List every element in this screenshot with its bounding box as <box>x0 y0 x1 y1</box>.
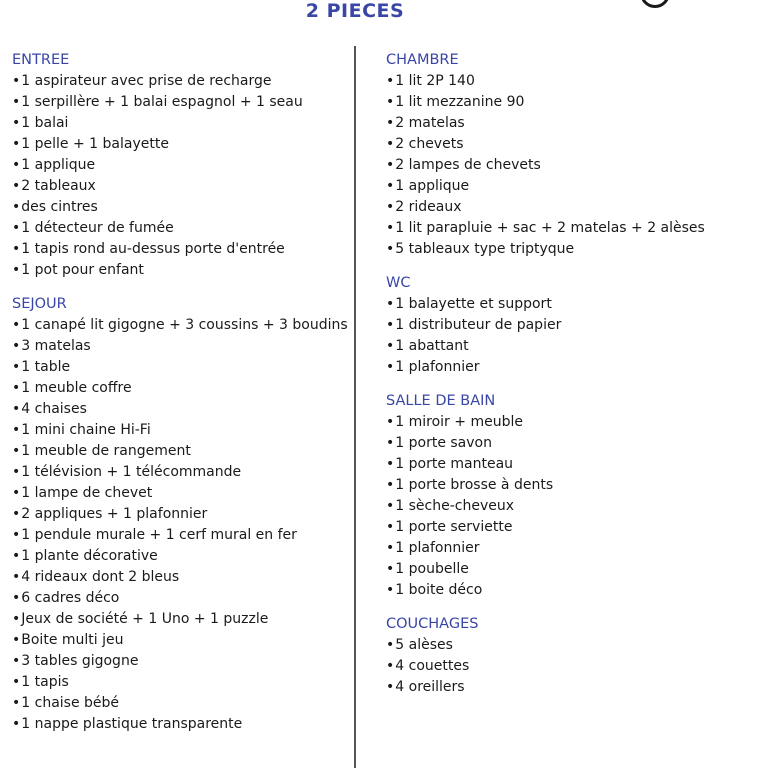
list-item: • 1 lit mezzanine 90 <box>386 92 756 113</box>
list-item: • 2 tableaux <box>12 176 348 197</box>
list-item: • 1 pot pour enfant <box>12 260 348 281</box>
list-item: • 1 nappe plastique transparente <box>12 714 348 735</box>
list-item: • 1 canapé lit gigogne + 3 coussins + 3 boudins <box>12 315 348 336</box>
section-title: ENTREE <box>12 52 70 68</box>
list-item: • Boite multi jeu <box>12 630 348 651</box>
list-item: • 1 porte serviette <box>386 517 756 538</box>
list-item: • 1 lampe de chevet <box>12 483 348 504</box>
right-column <box>386 50 756 711</box>
list-item: • 1 meuble de rangement <box>12 441 348 462</box>
list-item: • 1 lit parapluie + sac + 2 matelas + 2 alèses <box>386 218 756 239</box>
list-item: • 1 poubelle <box>386 559 756 580</box>
list-item: • 2 matelas <box>386 113 756 134</box>
section-salle-de-bain <box>386 391 756 601</box>
list-item: • 1 balayette et support <box>386 294 756 315</box>
list-item: • 2 chevets <box>386 134 756 155</box>
list-item: • 1 tapis rond au-dessus porte d'entrée <box>12 239 348 260</box>
list-item: • 1 tapis <box>12 672 348 693</box>
list-item: • 6 cadres déco <box>12 588 348 609</box>
section-wc <box>386 273 756 378</box>
list-item: • 1 télévision + 1 télécommande <box>12 462 348 483</box>
list-item: • 2 lampes de chevets <box>386 155 756 176</box>
list-item: • 3 tables gigogne <box>12 651 348 672</box>
list-item: • 1 boite déco <box>386 580 756 601</box>
list-item: • 1 abattant <box>386 336 756 357</box>
list-item: • 1 chaise bébé <box>12 693 348 714</box>
list-item: • 1 mini chaine Hi-Fi <box>12 420 348 441</box>
list-item: • 1 miroir + meuble <box>386 412 756 433</box>
list-item: • 1 porte brosse à dents <box>386 475 756 496</box>
column-divider <box>354 46 356 768</box>
section-sejour <box>12 294 348 735</box>
list-item: • 1 porte savon <box>386 433 756 454</box>
page-title: 2 PIECES <box>305 0 405 22</box>
list-item: • 5 alèses <box>386 635 756 656</box>
list-item: • 1 balai <box>12 113 348 134</box>
left-column <box>12 50 348 748</box>
section-title: WC <box>386 275 411 291</box>
list-item: • 1 porte manteau <box>386 454 756 475</box>
list-item: • 3 matelas <box>12 336 348 357</box>
list-item: • 4 couettes <box>386 656 756 677</box>
section-title: COUCHAGES <box>386 616 479 632</box>
section-title: SALLE DE BAIN <box>386 393 496 409</box>
list-item: • 4 rideaux dont 2 bleus <box>12 567 348 588</box>
list-item: • 1 pendule murale + 1 cerf mural en fer <box>12 525 348 546</box>
list-item: • 4 chaises <box>12 399 348 420</box>
section-title: SEJOUR <box>12 296 67 312</box>
section-couchages <box>386 614 756 698</box>
section-entree <box>12 50 348 281</box>
list-item: • 1 lit 2P 140 <box>386 71 756 92</box>
list-item: • 5 tableaux type triptyque <box>386 239 756 260</box>
list-item: • 2 appliques + 1 plafonnier <box>12 504 348 525</box>
list-item: • 1 sèche-cheveux <box>386 496 756 517</box>
section-title: CHAMBRE <box>386 52 459 68</box>
list-item: • 1 serpillère + 1 balai espagnol + 1 seau <box>12 92 348 113</box>
list-item: • 1 table <box>12 357 348 378</box>
list-item: • 1 pelle + 1 balayette <box>12 134 348 155</box>
list-item: • 1 plafonnier <box>386 538 756 559</box>
list-item: • Jeux de société + 1 Uno + 1 puzzle <box>12 609 348 630</box>
list-item: • 1 détecteur de fumée <box>12 218 348 239</box>
list-item: • 1 distributeur de papier <box>386 315 756 336</box>
list-item: • 2 rideaux <box>386 197 756 218</box>
list-item: • 1 plafonnier <box>386 357 756 378</box>
list-item: • 1 plante décorative <box>12 546 348 567</box>
list-item: • 1 aspirateur avec prise de recharge <box>12 71 348 92</box>
list-item: • des cintres <box>12 197 348 218</box>
section-chambre <box>386 50 756 260</box>
list-item: • 1 applique <box>12 155 348 176</box>
list-item: • 1 applique <box>386 176 756 197</box>
list-item: • 4 oreillers <box>386 677 756 698</box>
list-item: • 1 meuble coffre <box>12 378 348 399</box>
